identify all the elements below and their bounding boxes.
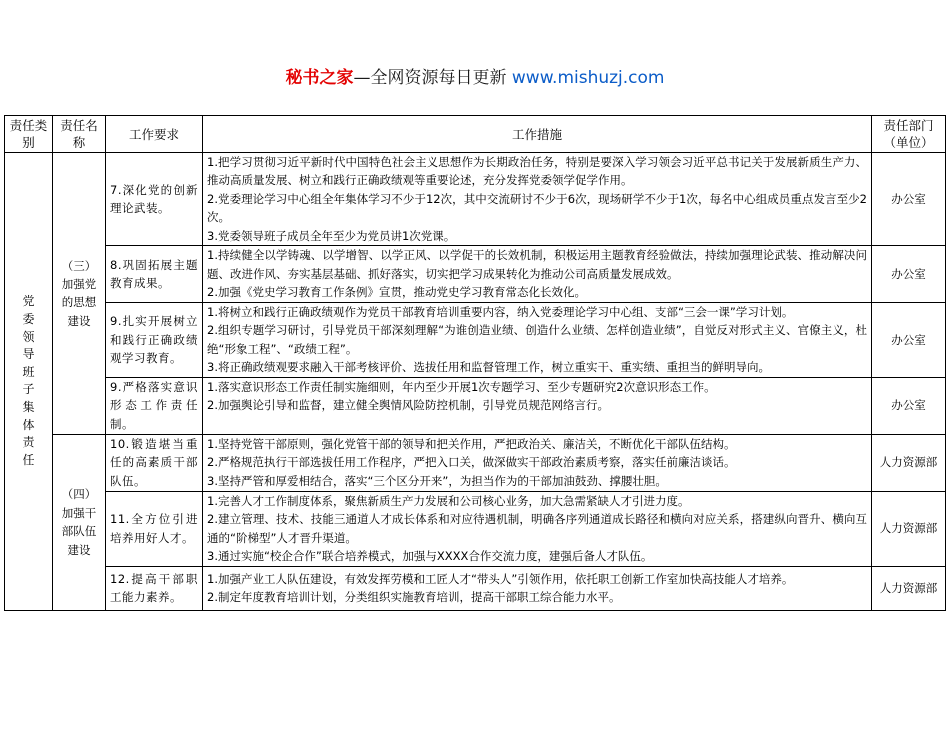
measure-item: 1.坚持党管干部原则，强化党管干部的领导和把关作用，严把政治关、廉洁关，不断优化干部队伍结构。 [207, 437, 736, 452]
department-cell: 办公室 [872, 246, 946, 303]
measure-item: 3.将正确政绩观要求融入干部考核评价、选拔任用和监督管理工作，树立重实干、重实绩、重担当的鲜明导向。 [207, 360, 770, 375]
department-cell: 人力资源部 [872, 491, 946, 566]
banner-website-link[interactable]: www.mishuzj.com [511, 68, 665, 88]
requirement-cell: 9.严格落实意识形态工作责任制。 [106, 377, 203, 434]
category-cell [5, 153, 53, 611]
category-text: 党委领导班子集体责任 [22, 294, 35, 467]
measures-cell [203, 434, 872, 491]
requirement-cell: 7.深化党的创新理论武装。 [106, 153, 203, 246]
group-name-cell: （三）加强党的思想建设 [53, 153, 106, 435]
header-category: 责任类别 [5, 116, 53, 153]
measure-item: 3.党委领导班子成员全年至少为党员讲1次党课。 [207, 228, 456, 243]
department-cell: 人力资源部 [872, 566, 946, 610]
measure-item: 1.落实意识形态工作责任制实施细则，年内至少开展1次专题学习、至少专题研究2次意识形态工作。 [207, 379, 716, 394]
measure-item: 2.党委理论学习中心组全年集体学习不少于12次，其中交流研讨不少于6次，现场研学不少于1次，每名中心组成员重点发言至少2次。 [207, 191, 867, 225]
header-requirement: 工作要求 [106, 116, 203, 153]
measures-cell [203, 377, 872, 434]
requirement-cell: 12.提高干部职工能力素养。 [106, 566, 203, 610]
table-row [5, 491, 946, 566]
measures-cell [203, 491, 872, 566]
table-row [5, 246, 946, 303]
requirement-cell: 8.巩固拓展主题教育成果。 [106, 246, 203, 303]
table-row [5, 377, 946, 434]
responsibility-table [4, 115, 946, 611]
measure-item: 2.加强《党史学习教育工作条例》宣贯，推动党史学习教育常态化长效化。 [207, 285, 586, 300]
table-row [5, 434, 946, 491]
measure-item: 1.持续健全以学铸魂、以学增智、以学正风、以学促干的长效机制，积极运用主题教育经验做法，持续加强理论武装、推动解决问题、改进作风、夯实基层基础、抓好落实，切实把学习成果转化为推动公司高质量发展成效。 [207, 248, 867, 281]
measures-cell [203, 153, 872, 246]
measures-cell [203, 566, 872, 610]
measure-item: 2.严格规范执行干部选拔任用工作程序，严把入口关，做深做实干部政治素质考察，落实任前廉洁谈话。 [207, 455, 736, 470]
requirement-cell: 10.锻造堪当重任的高素质干部队伍。 [106, 434, 203, 491]
header-name: 责任名称 [53, 116, 106, 153]
measure-item: 3.通过实施“校企合作”联合培养模式，加强与XXXX合作交流力度，建强后备人才队伍。 [207, 549, 653, 564]
measure-item: 2.组织专题学习研讨，引导党员干部深刻理解“为谁创造业绩、创造什么业绩、怎样创造业绩”，自觉反对形式主义、官僚主义，杜绝“形象工程”、“政绩工程”。 [207, 323, 867, 356]
requirement-cell: 9.扎实开展树立和践行正确政绩观学习教育。 [106, 303, 203, 378]
table-row [5, 153, 946, 246]
banner-brand: 秘书之家 [285, 68, 354, 88]
measure-item: 2.制定年度教育培训计划，分类组织实施教育培训，提高干部职工综合能力水平。 [207, 590, 621, 605]
department-cell: 人力资源部 [872, 434, 946, 491]
measure-item: 2.建立管理、技术、技能三通道人才成长体系和对应待遇机制，明确各序列通道成长路径和横向对应关系，搭建纵向晋升、横向互通的“阶梯型”人才晋升渠道。 [207, 512, 867, 545]
department-cell: 办公室 [872, 153, 946, 246]
requirement-cell: 11.全方位引进培养用好人才。 [106, 491, 203, 566]
header-measures: 工作措施 [203, 116, 872, 153]
banner-slogan: —全网资源每日更新 [353, 68, 507, 88]
measure-item: 1.把学习贯彻习近平新时代中国特色社会主义思想作为长期政治任务，特别是要深入学习领会习近平总书记关于发展新质生产力、推动高质量发展、树立和践行正确政绩观等重要论述，充分发挥党委领学促学作用。 [207, 155, 867, 188]
site-banner [0, 66, 950, 90]
department-cell: 办公室 [872, 303, 946, 378]
table-row [5, 303, 946, 378]
measure-item: 1.加强产业工人队伍建设，有效发挥劳模和工匠人才“带头人”引领作用，依托职工创新工作室加快高技能人才培养。 [207, 571, 794, 586]
measures-cell [203, 246, 872, 303]
header-department: 责任部门（单位） [872, 116, 946, 153]
table-row [5, 566, 946, 610]
measure-item: 3.坚持严管和厚爱相结合，落实“三个区分开来”，为担当作为的干部加油鼓劲、撑腰壮胆。 [207, 473, 667, 488]
department-cell: 办公室 [872, 377, 946, 434]
measures-cell [203, 303, 872, 378]
measure-item: 1.完善人才工作制度体系，聚焦新质生产力发展和公司核心业务，加大急需紧缺人才引进力度。 [207, 493, 690, 508]
group-name-cell: （四）加强干部队伍建设 [53, 434, 106, 610]
measure-item: 2.加强舆论引导和监督，建立健全舆情风险防控机制，引导党员规范网络言行。 [207, 398, 609, 413]
table-header-row [5, 116, 946, 153]
measure-item: 1.将树立和践行正确政绩观作为党员干部教育培训重要内容，纳入党委理论学习中心组、支部“三会一课”学习计划。 [207, 305, 794, 320]
